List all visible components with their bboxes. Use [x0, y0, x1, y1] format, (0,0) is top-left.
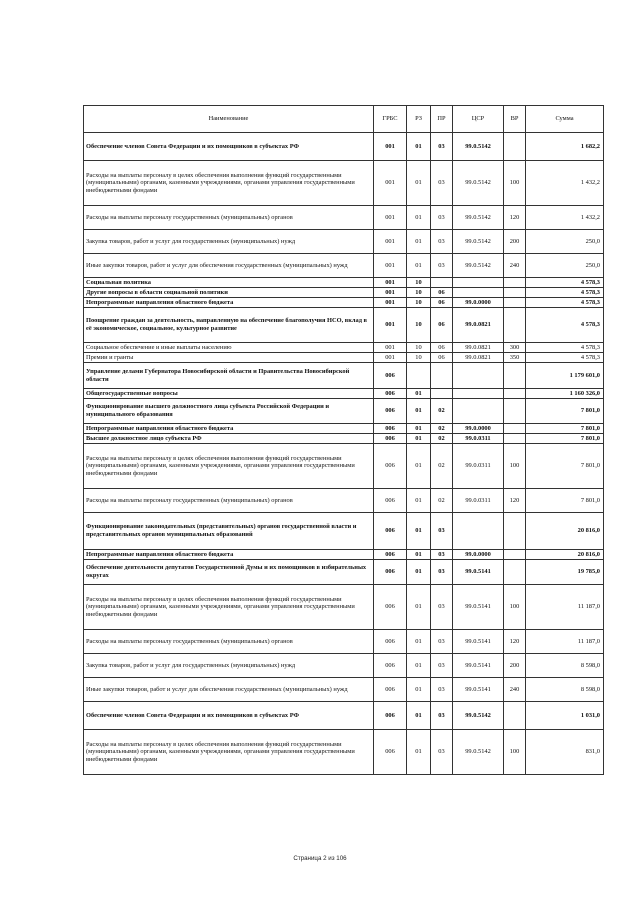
- cell-rz: 01: [407, 434, 431, 444]
- cell-pr: 03: [431, 702, 453, 730]
- cell-pr: 03: [431, 133, 453, 161]
- cell-grbs: 006: [374, 550, 407, 560]
- cell-pr: 06: [431, 288, 453, 298]
- table-row: [84, 654, 604, 678]
- table-body: [84, 133, 604, 775]
- cell-grbs: 001: [374, 288, 407, 298]
- cell-pr: [431, 363, 453, 389]
- cell-vr: [504, 133, 526, 161]
- table-row: [84, 513, 604, 550]
- cell-pr: 06: [431, 353, 453, 363]
- cell-grbs: 001: [374, 298, 407, 308]
- cell-rz: 10: [407, 298, 431, 308]
- cell-grbs: 001: [374, 161, 407, 206]
- cell-vr: 100: [504, 585, 526, 630]
- cell-sum: 20 816,0: [526, 513, 604, 550]
- cell-sum: 19 785,0: [526, 560, 604, 585]
- cell-csr: [453, 513, 504, 550]
- cell-rz: [407, 363, 431, 389]
- table-row: [84, 678, 604, 702]
- table-header: [84, 106, 604, 133]
- cell-csr: [453, 399, 504, 424]
- cell-name: Иные закупки товаров, работ и услуг для обеспечения государственных (муниципальных) нужд: [84, 254, 374, 278]
- cell-grbs: 001: [374, 278, 407, 288]
- cell-csr: 99.0.5142: [453, 161, 504, 206]
- cell-grbs: 006: [374, 434, 407, 444]
- table-row: [84, 444, 604, 489]
- cell-vr: [504, 550, 526, 560]
- cell-pr: 06: [431, 298, 453, 308]
- cell-rz: 01: [407, 161, 431, 206]
- cell-csr: 99.0.0311: [453, 434, 504, 444]
- cell-pr: 03: [431, 560, 453, 585]
- cell-csr: 99.0.5142: [453, 230, 504, 254]
- cell-vr: [504, 363, 526, 389]
- cell-rz: 10: [407, 278, 431, 288]
- table-row: [84, 254, 604, 278]
- cell-name: Обеспечение деятельности депутатов Государственной Думы и их помощников в избирательных округах: [84, 560, 374, 585]
- cell-name: Расходы на выплаты персоналу в целях обеспечения выполнения функций государственными (муниципальными) органами, казенными учреждениями, органами управления государственными внебюджетными фондами: [84, 585, 374, 630]
- cell-rz: 01: [407, 730, 431, 775]
- cell-sum: 7 801,0: [526, 489, 604, 513]
- cell-name: Непрограммные направления областного бюджета: [84, 298, 374, 308]
- cell-csr: [453, 389, 504, 399]
- cell-pr: 03: [431, 254, 453, 278]
- cell-vr: 100: [504, 161, 526, 206]
- cell-sum: 831,0: [526, 730, 604, 775]
- cell-vr: 120: [504, 489, 526, 513]
- cell-pr: 02: [431, 424, 453, 434]
- cell-sum: 7 801,0: [526, 424, 604, 434]
- table-row: [84, 230, 604, 254]
- cell-csr: 99.0.5141: [453, 678, 504, 702]
- cell-pr: 02: [431, 444, 453, 489]
- cell-name: Расходы на выплаты персоналу государственных (муниципальных) органов: [84, 206, 374, 230]
- cell-csr: 99.0.5142: [453, 702, 504, 730]
- cell-rz: 01: [407, 389, 431, 399]
- table-row: [84, 730, 604, 775]
- cell-grbs: 001: [374, 206, 407, 230]
- cell-csr: [453, 278, 504, 288]
- cell-rz: 10: [407, 288, 431, 298]
- cell-vr: [504, 399, 526, 424]
- cell-pr: [431, 389, 453, 399]
- cell-name: Иные закупки товаров, работ и услуг для обеспечения государственных (муниципальных) нужд: [84, 678, 374, 702]
- cell-sum: 7 801,0: [526, 444, 604, 489]
- cell-rz: 01: [407, 513, 431, 550]
- table-row: [84, 278, 604, 288]
- cell-grbs: 006: [374, 489, 407, 513]
- cell-csr: 99.0.5142: [453, 254, 504, 278]
- cell-rz: 01: [407, 424, 431, 434]
- cell-vr: 120: [504, 630, 526, 654]
- cell-pr: 03: [431, 585, 453, 630]
- cell-name: Высшее должностное лицо субъекта РФ: [84, 434, 374, 444]
- cell-grbs: 001: [374, 133, 407, 161]
- cell-grbs: 001: [374, 308, 407, 343]
- cell-sum: 8 598,0: [526, 678, 604, 702]
- table-row: [84, 206, 604, 230]
- cell-name: Обеспечение членов Совета Федерации и их помощников в субъектах РФ: [84, 133, 374, 161]
- cell-vr: [504, 424, 526, 434]
- cell-sum: 7 801,0: [526, 434, 604, 444]
- table-row: [84, 434, 604, 444]
- cell-vr: [504, 308, 526, 343]
- header-vr: ВР: [504, 106, 526, 133]
- table-row: [84, 550, 604, 560]
- table-row: [84, 702, 604, 730]
- cell-grbs: 006: [374, 702, 407, 730]
- cell-name: Социальное обеспечение и иные выплаты населению: [84, 343, 374, 353]
- cell-rz: 01: [407, 550, 431, 560]
- table-row: [84, 424, 604, 434]
- cell-name: Непрограммные направления областного бюджета: [84, 424, 374, 434]
- table-row: [84, 308, 604, 343]
- cell-rz: 01: [407, 489, 431, 513]
- cell-rz: 01: [407, 654, 431, 678]
- cell-rz: 01: [407, 399, 431, 424]
- cell-vr: 120: [504, 206, 526, 230]
- cell-vr: 100: [504, 730, 526, 775]
- table-row: [84, 288, 604, 298]
- cell-rz: 01: [407, 678, 431, 702]
- cell-name: Обеспечение членов Совета Федерации и их помощников в субъектах РФ: [84, 702, 374, 730]
- cell-grbs: 006: [374, 585, 407, 630]
- cell-name: Расходы на выплаты персоналу в целях обеспечения выполнения функций государственными (муниципальными) органами, казенными учреждениями, органами управления государственными внебюджетными фондами: [84, 161, 374, 206]
- cell-vr: 300: [504, 343, 526, 353]
- cell-name: Управление делами Губернатора Новосибирской области и Правительства Новосибирской области: [84, 363, 374, 389]
- cell-pr: 06: [431, 343, 453, 353]
- cell-sum: 1 432,2: [526, 206, 604, 230]
- cell-vr: [504, 434, 526, 444]
- cell-name: Функционирование высшего должностного лица субъекта Российской Федерации и муниципального образования: [84, 399, 374, 424]
- cell-name: Поощрение граждан за деятельность, направленную на обеспечение благополучия НСО, вклад в её экономическое, социальное, культурное развитие: [84, 308, 374, 343]
- cell-rz: 01: [407, 585, 431, 630]
- cell-csr: 99.0.0821: [453, 353, 504, 363]
- header-sum: Сумма: [526, 106, 604, 133]
- cell-pr: 06: [431, 308, 453, 343]
- cell-name: Премии и гранты: [84, 353, 374, 363]
- cell-sum: 1 031,0: [526, 702, 604, 730]
- cell-pr: 02: [431, 399, 453, 424]
- cell-csr: 99.0.0821: [453, 308, 504, 343]
- cell-vr: 350: [504, 353, 526, 363]
- cell-rz: 10: [407, 353, 431, 363]
- cell-name: Закупка товаров, работ и услуг для государственных (муниципальных) нужд: [84, 654, 374, 678]
- cell-pr: 02: [431, 489, 453, 513]
- cell-rz: 01: [407, 560, 431, 585]
- cell-pr: 03: [431, 550, 453, 560]
- table-row: [84, 560, 604, 585]
- cell-name: Функционирование законодательных (представительных) органов государственной власти и представительных органов муниципальных образований: [84, 513, 374, 550]
- cell-grbs: 006: [374, 399, 407, 424]
- cell-vr: 200: [504, 654, 526, 678]
- cell-rz: 01: [407, 444, 431, 489]
- header-name: Наименование: [84, 106, 374, 133]
- budget-table-sheet: [83, 105, 603, 775]
- cell-csr: 99.0.5141: [453, 654, 504, 678]
- cell-grbs: 006: [374, 730, 407, 775]
- cell-grbs: 001: [374, 353, 407, 363]
- cell-sum: 4 578,3: [526, 298, 604, 308]
- cell-sum: 4 578,3: [526, 278, 604, 288]
- table-row: [84, 161, 604, 206]
- cell-csr: 99.0.0000: [453, 424, 504, 434]
- cell-sum: 4 578,3: [526, 343, 604, 353]
- cell-grbs: 001: [374, 254, 407, 278]
- page-footer: Страница 2 из 106: [293, 855, 347, 862]
- header-grbs: ГРБС: [374, 106, 407, 133]
- cell-rz: 01: [407, 133, 431, 161]
- cell-pr: 03: [431, 230, 453, 254]
- table-row: [84, 133, 604, 161]
- cell-csr: 99.0.5142: [453, 730, 504, 775]
- cell-csr: 99.0.5142: [453, 206, 504, 230]
- cell-grbs: 006: [374, 513, 407, 550]
- cell-csr: [453, 363, 504, 389]
- cell-vr: [504, 513, 526, 550]
- cell-csr: 99.0.0000: [453, 550, 504, 560]
- cell-name: Непрограммные направления областного бюджета: [84, 550, 374, 560]
- cell-name: Социальная политика: [84, 278, 374, 288]
- table-row: [84, 389, 604, 399]
- table-row: [84, 298, 604, 308]
- cell-rz: 01: [407, 230, 431, 254]
- cell-sum: 1 432,2: [526, 161, 604, 206]
- cell-sum: 1 179 601,0: [526, 363, 604, 389]
- cell-grbs: 001: [374, 343, 407, 353]
- cell-vr: [504, 702, 526, 730]
- cell-sum: 1 160 326,0: [526, 389, 604, 399]
- table-row: [84, 343, 604, 353]
- cell-vr: [504, 298, 526, 308]
- cell-grbs: 006: [374, 678, 407, 702]
- cell-rz: 10: [407, 343, 431, 353]
- cell-rz: 01: [407, 630, 431, 654]
- table-row: [84, 363, 604, 389]
- cell-pr: 03: [431, 206, 453, 230]
- cell-rz: 01: [407, 702, 431, 730]
- cell-name: Расходы на выплаты персоналу государственных (муниципальных) органов: [84, 489, 374, 513]
- cell-pr: 02: [431, 434, 453, 444]
- cell-vr: 200: [504, 230, 526, 254]
- cell-sum: 250,0: [526, 230, 604, 254]
- table-row: [84, 630, 604, 654]
- cell-pr: 03: [431, 161, 453, 206]
- header-pr: ПР: [431, 106, 453, 133]
- cell-sum: 4 578,3: [526, 288, 604, 298]
- cell-vr: [504, 278, 526, 288]
- cell-sum: 250,0: [526, 254, 604, 278]
- cell-sum: 8 598,0: [526, 654, 604, 678]
- cell-sum: 11 187,0: [526, 585, 604, 630]
- cell-grbs: 006: [374, 389, 407, 399]
- cell-csr: 99.0.0821: [453, 343, 504, 353]
- cell-grbs: 006: [374, 630, 407, 654]
- budget-table: [83, 105, 604, 775]
- cell-csr: 99.0.5141: [453, 630, 504, 654]
- cell-name: Другие вопросы в области социальной политики: [84, 288, 374, 298]
- cell-vr: 240: [504, 254, 526, 278]
- cell-pr: 03: [431, 654, 453, 678]
- cell-pr: 03: [431, 630, 453, 654]
- cell-pr: [431, 278, 453, 288]
- cell-csr: 99.0.0311: [453, 444, 504, 489]
- cell-name: Общегосударственные вопросы: [84, 389, 374, 399]
- cell-sum: 7 801,0: [526, 399, 604, 424]
- table-row: [84, 489, 604, 513]
- cell-rz: 01: [407, 206, 431, 230]
- cell-grbs: 006: [374, 424, 407, 434]
- table-row: [84, 353, 604, 363]
- cell-grbs: 006: [374, 363, 407, 389]
- cell-rz: 01: [407, 254, 431, 278]
- cell-name: Закупка товаров, работ и услуг для государственных (муниципальных) нужд: [84, 230, 374, 254]
- cell-name: Расходы на выплаты персоналу в целях обеспечения выполнения функций государственными (муниципальными) органами, казенными учреждениями, органами управления государственными внебюджетными фондами: [84, 730, 374, 775]
- cell-sum: 20 816,0: [526, 550, 604, 560]
- cell-sum: 1 682,2: [526, 133, 604, 161]
- cell-csr: 99.0.0311: [453, 489, 504, 513]
- cell-sum: 4 578,3: [526, 308, 604, 343]
- table-row: [84, 585, 604, 630]
- header-csr: ЦСР: [453, 106, 504, 133]
- cell-grbs: 001: [374, 230, 407, 254]
- cell-csr: 99.0.5141: [453, 560, 504, 585]
- cell-csr: [453, 288, 504, 298]
- cell-pr: 03: [431, 513, 453, 550]
- header-rz: РЗ: [407, 106, 431, 133]
- cell-vr: 100: [504, 444, 526, 489]
- cell-sum: 4 578,3: [526, 353, 604, 363]
- cell-pr: 03: [431, 730, 453, 775]
- cell-name: Расходы на выплаты персоналу государственных (муниципальных) органов: [84, 630, 374, 654]
- cell-grbs: 006: [374, 654, 407, 678]
- cell-vr: [504, 389, 526, 399]
- table-row: [84, 399, 604, 424]
- cell-vr: 240: [504, 678, 526, 702]
- cell-grbs: 006: [374, 560, 407, 585]
- cell-vr: [504, 288, 526, 298]
- cell-pr: 03: [431, 678, 453, 702]
- cell-csr: 99.0.5141: [453, 585, 504, 630]
- cell-vr: [504, 560, 526, 585]
- cell-csr: 99.0.0000: [453, 298, 504, 308]
- cell-sum: 11 187,0: [526, 630, 604, 654]
- cell-grbs: 006: [374, 444, 407, 489]
- cell-rz: 10: [407, 308, 431, 343]
- cell-name: Расходы на выплаты персоналу в целях обеспечения выполнения функций государственными (муниципальными) органами, казенными учреждениями, органами управления государственными внебюджетными фондами: [84, 444, 374, 489]
- cell-csr: 99.0.5142: [453, 133, 504, 161]
